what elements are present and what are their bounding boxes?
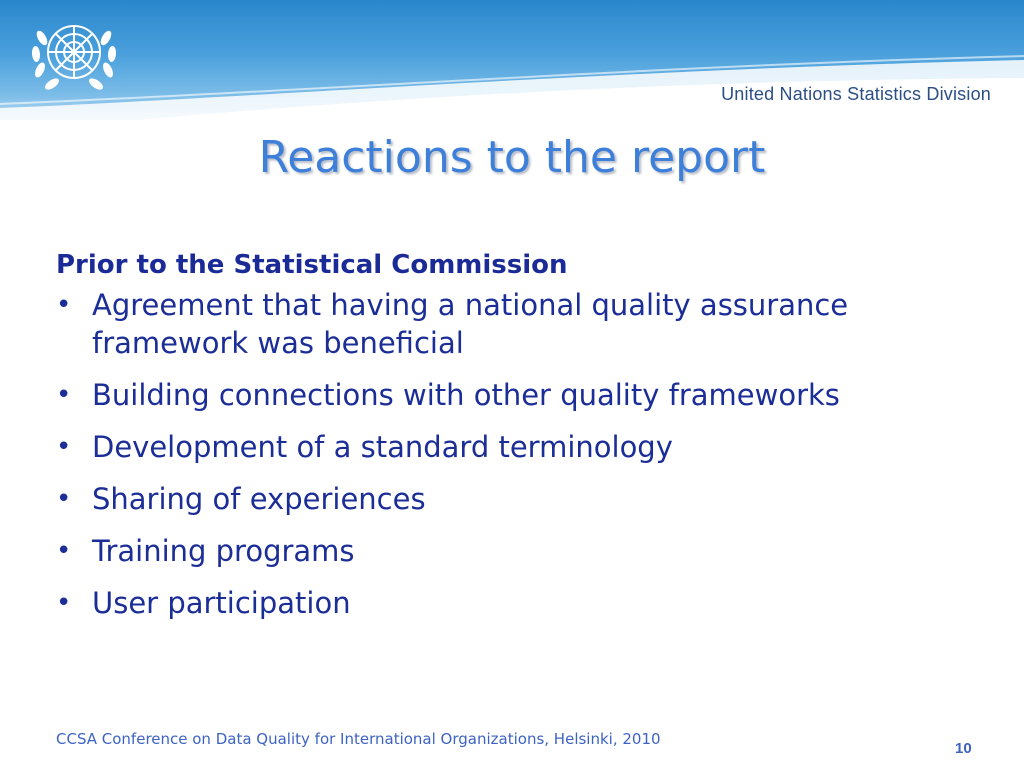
bullet-item bbox=[56, 532, 996, 570]
bullet-icon: • bbox=[56, 484, 72, 514]
bullet-text: User participation bbox=[92, 586, 351, 620]
bullet-text: Sharing of experiences bbox=[92, 482, 426, 516]
bullet-list bbox=[56, 286, 996, 622]
bullet-text: Training programs bbox=[92, 534, 355, 568]
bullet-text: Agreement that having a national quality assurance framework was beneficial bbox=[92, 288, 849, 360]
slide-title: Reactions to the report bbox=[258, 132, 766, 183]
organization-name: United Nations Statistics Division bbox=[721, 84, 991, 104]
bullet-item bbox=[56, 480, 996, 518]
footer-text: CCSA Conference on Data Quality for International Organizations, Helsinki, 2010 bbox=[56, 730, 661, 748]
slide-body bbox=[56, 248, 996, 636]
page-number: 10 bbox=[955, 740, 972, 757]
bullet-item bbox=[56, 376, 996, 414]
bullet-icon: • bbox=[56, 290, 72, 320]
bullet-text: Development of a standard terminology bbox=[92, 430, 673, 464]
bullet-icon: • bbox=[56, 536, 72, 566]
bullet-item bbox=[56, 286, 996, 362]
bullet-text: Building connections with other quality frameworks bbox=[92, 378, 840, 412]
section-heading: Prior to the Statistical Commission bbox=[56, 250, 568, 280]
header-band bbox=[0, 0, 1024, 120]
bullet-item bbox=[56, 428, 996, 466]
bullet-icon: • bbox=[56, 432, 72, 462]
bullet-icon: • bbox=[56, 588, 72, 618]
bullet-icon: • bbox=[56, 380, 72, 410]
un-emblem-icon bbox=[22, 8, 126, 104]
bullet-item bbox=[56, 584, 996, 622]
